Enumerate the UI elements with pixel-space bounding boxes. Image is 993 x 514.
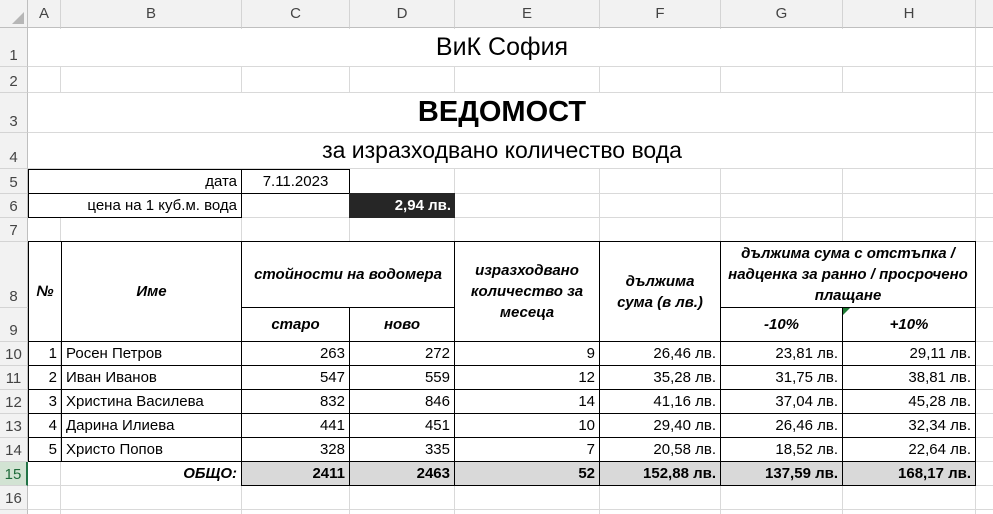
row-header-13[interactable]: 13 <box>0 414 28 438</box>
header-due[interactable]: дължима сума (в лв.) <box>599 241 721 342</box>
table-cell-name[interactable]: Иван Иванов <box>61 365 242 390</box>
table-cell-no[interactable]: 2 <box>28 365 62 390</box>
table-cell-minus[interactable]: 31,75 лв. <box>720 365 843 390</box>
table-cell-plus[interactable]: 29,11 лв. <box>842 341 976 366</box>
totals-plus[interactable]: 168,17 лв. <box>842 461 976 486</box>
column-header-extra[interactable] <box>976 0 993 28</box>
table-cell-plus[interactable]: 32,34 лв. <box>842 413 976 438</box>
table-cell-due[interactable]: 29,40 лв. <box>599 413 721 438</box>
table-cell-plus[interactable]: 22,64 лв. <box>842 437 976 462</box>
table-cell-new[interactable]: 451 <box>349 413 455 438</box>
table-cell-name[interactable]: Христо Попов <box>61 437 242 462</box>
table-cell-minus[interactable]: 37,04 лв. <box>720 389 843 414</box>
select-all-corner[interactable] <box>0 0 28 28</box>
row-header-9[interactable]: 9 <box>0 308 28 342</box>
table-cell-no[interactable]: 4 <box>28 413 62 438</box>
column-header-f[interactable]: F <box>600 0 721 28</box>
header-consumed[interactable]: изразходвано количество за месеца <box>454 241 600 342</box>
table-cell-minus[interactable]: 26,46 лв. <box>720 413 843 438</box>
table-cell-new[interactable]: 559 <box>349 365 455 390</box>
table-cell-new[interactable]: 272 <box>349 341 455 366</box>
date-value[interactable]: 7.11.2023 <box>241 169 350 194</box>
table-cell-due[interactable]: 41,16 лв. <box>599 389 721 414</box>
row-header-7[interactable]: 7 <box>0 218 28 242</box>
sheet-title[interactable]: ВиК София <box>29 29 975 66</box>
table-cell-new[interactable]: 335 <box>349 437 455 462</box>
row-header-16[interactable]: 16 <box>0 486 28 510</box>
header-old[interactable]: старо <box>241 307 350 342</box>
date-label[interactable]: дата <box>28 169 242 194</box>
table-cell-name[interactable]: Христина Василева <box>61 389 242 414</box>
row-header-1[interactable]: 1 <box>0 28 28 67</box>
table-cell-old[interactable]: 547 <box>241 365 350 390</box>
header-number[interactable]: № <box>28 241 62 342</box>
report-subheading[interactable]: за изразходвано количество вода <box>29 133 975 168</box>
price-label[interactable]: цена на 1 куб.м. вода <box>28 193 242 218</box>
table-cell-due[interactable]: 20,58 лв. <box>599 437 721 462</box>
totals-label[interactable]: ОБЩО: <box>183 465 237 482</box>
table-cell-consumed[interactable]: 10 <box>454 413 600 438</box>
totals-new[interactable]: 2463 <box>349 461 455 486</box>
table-cell-old[interactable]: 328 <box>241 437 350 462</box>
header-minus-10[interactable]: -10% <box>720 307 843 342</box>
row-header-5[interactable]: 5 <box>0 169 28 194</box>
header-plus-10[interactable]: +10% <box>842 307 976 342</box>
row-header-3[interactable]: 3 <box>0 93 28 133</box>
table-cell-old[interactable]: 832 <box>241 389 350 414</box>
table-cell-consumed[interactable]: 9 <box>454 341 600 366</box>
table-cell-consumed[interactable]: 12 <box>454 365 600 390</box>
header-name[interactable]: Име <box>61 241 242 342</box>
header-new[interactable]: ново <box>349 307 455 342</box>
table-cell-name[interactable]: Дарина Илиева <box>61 413 242 438</box>
column-header-h[interactable]: H <box>843 0 976 28</box>
row-header-8[interactable]: 8 <box>0 242 28 308</box>
report-heading[interactable]: ВЕДОМОСТ <box>29 93 975 132</box>
table-cell-no[interactable]: 5 <box>28 437 62 462</box>
column-header-c[interactable]: C <box>242 0 350 28</box>
column-header-e[interactable]: E <box>455 0 600 28</box>
row-header-15[interactable]: 15 <box>0 462 28 486</box>
row-header-14[interactable]: 14 <box>0 438 28 462</box>
column-header-a[interactable]: A <box>28 0 61 28</box>
table-cell-due[interactable]: 35,28 лв. <box>599 365 721 390</box>
price-value[interactable]: 2,94 лв. <box>349 193 455 218</box>
row-header-11[interactable]: 11 <box>0 366 28 390</box>
totals-minus[interactable]: 137,59 лв. <box>720 461 843 486</box>
table-cell-no[interactable]: 3 <box>28 389 62 414</box>
table-cell-due[interactable]: 26,46 лв. <box>599 341 721 366</box>
table-cell-consumed[interactable]: 7 <box>454 437 600 462</box>
column-header-b[interactable]: B <box>61 0 242 28</box>
totals-old[interactable]: 2411 <box>241 461 350 486</box>
column-header-d[interactable]: D <box>350 0 455 28</box>
table-cell-consumed[interactable]: 14 <box>454 389 600 414</box>
select-all-icon <box>12 12 24 24</box>
row-header-4[interactable]: 4 <box>0 133 28 169</box>
row-header-2[interactable]: 2 <box>0 67 28 93</box>
table-cell-name[interactable]: Росен Петров <box>61 341 242 366</box>
table-cell-old[interactable]: 263 <box>241 341 350 366</box>
row-header-10[interactable]: 10 <box>0 342 28 366</box>
table-cell-plus[interactable]: 38,81 лв. <box>842 365 976 390</box>
table-cell-minus[interactable]: 23,81 лв. <box>720 341 843 366</box>
header-adjusted[interactable]: дължима сума с отстъпка / надценка за ранно / просрочено плащане <box>720 241 976 308</box>
row-header-12[interactable]: 12 <box>0 390 28 414</box>
header-meter-values[interactable]: стойности на водомера <box>241 241 455 308</box>
error-indicator-icon <box>843 308 850 315</box>
row-header-extra[interactable] <box>0 510 28 514</box>
table-cell-new[interactable]: 846 <box>349 389 455 414</box>
totals-consumed[interactable]: 52 <box>454 461 600 486</box>
column-header-g[interactable]: G <box>721 0 843 28</box>
gridline <box>28 509 993 510</box>
table-cell-old[interactable]: 441 <box>241 413 350 438</box>
gridline <box>28 66 993 67</box>
table-cell-no[interactable]: 1 <box>28 341 62 366</box>
table-cell-plus[interactable]: 45,28 лв. <box>842 389 976 414</box>
row-header-6[interactable]: 6 <box>0 194 28 218</box>
totals-due[interactable]: 152,88 лв. <box>599 461 721 486</box>
table-cell-minus[interactable]: 18,52 лв. <box>720 437 843 462</box>
